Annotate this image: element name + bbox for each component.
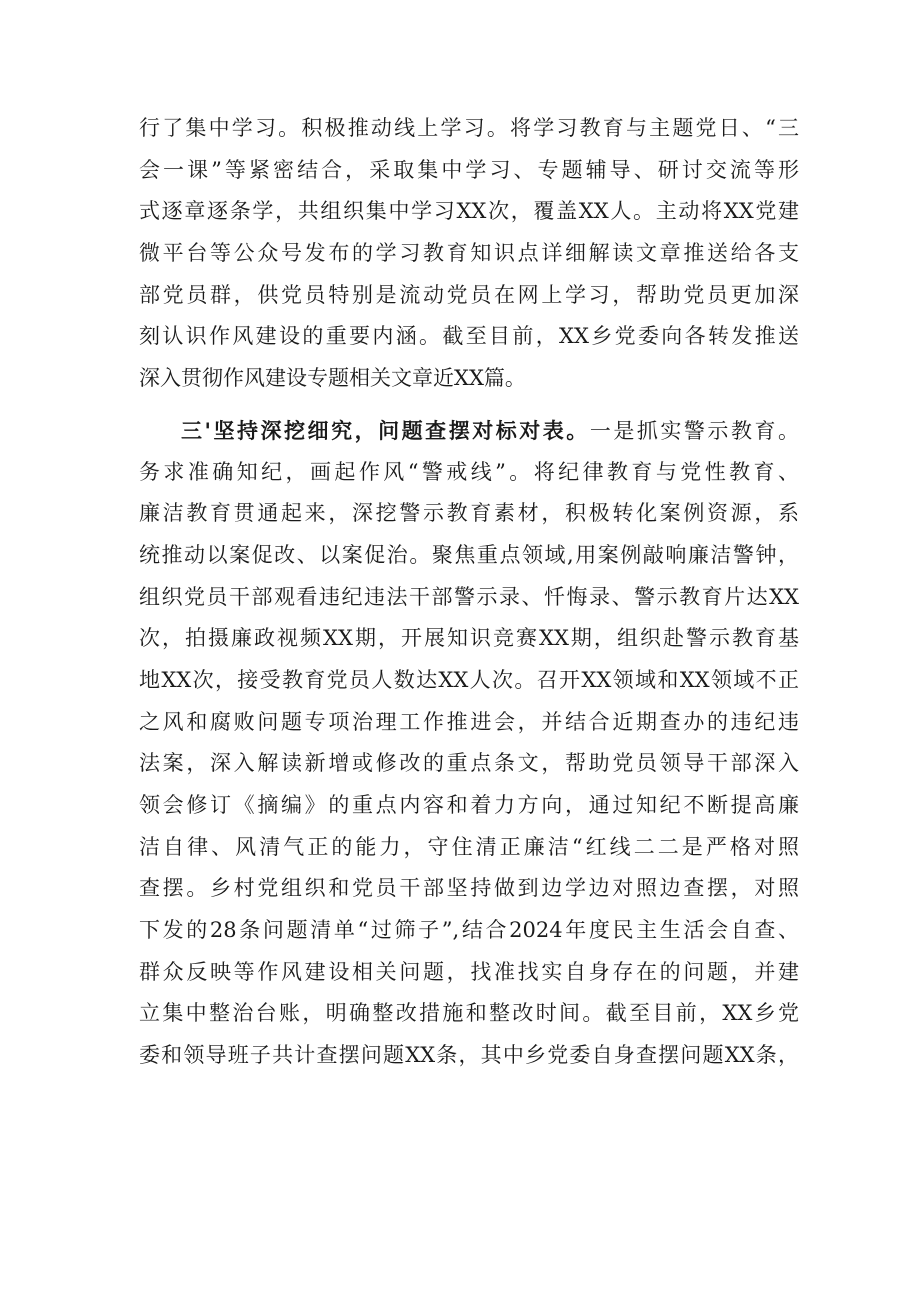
text-line: 下发的28条问题清单“过筛子”,结合2024年度民主生活会自查、 (139, 918, 799, 943)
text-line: 法案，深入解读新增或修改的重点条文，帮助党员领导干部深入 (139, 751, 799, 776)
text-line: 式逐章逐条学，共组织集中学习XX次，覆盖XX人。主动将XX党建 (139, 199, 799, 224)
text-line: 务求准确知纪，画起作风“警戒线”。将纪律教育与党性教育、 (139, 459, 799, 484)
text-line: 领会修订《摘编》的重点内容和着力方向，通过知纪不断提高廉 (139, 793, 799, 817)
text-line: 之风和腐败问题专项治理工作推进会，并结合近期查办的违纪违 (139, 709, 799, 734)
text-line: 微平台等公众号发布的学习教育知识点详细解读文章推送给各支 (139, 241, 799, 266)
paragraph-problem-checking (139, 410, 799, 1077)
text-line: 深入贯彻作风建设专题相关文章近XX篇。 (139, 366, 526, 391)
section-heading: 三'坚持深挖细究，问题查摆对标对表。 (181, 417, 590, 443)
text-line: 刻认识作风建设的重要内涵。截至目前，XX乡党委向各转发推送 (139, 324, 799, 349)
text-line: 委和领导班子共计查摆问题XX条，其中乡党委自身查摆问题XX条， (139, 1043, 799, 1068)
text-line: 次，拍摄廉政视频XX期，开展知识竞赛XX期，组织赴警示教育基 (139, 626, 799, 651)
text-line: 统推动以案促改、以案促治。聚焦重点领域,用案例敲响廉洁警钟， (139, 542, 799, 567)
first-line-rest: 一是抓实警示教育。 (589, 418, 799, 443)
text-line: 行了集中学习。积极推动线上学习。将学习教育与主题党日、“三 (139, 116, 799, 140)
paragraph-gap (139, 400, 799, 410)
text-line: 会一课”等紧密结合，采取集中学习、专题辅导、研讨交流等形 (139, 157, 799, 182)
text-line: 立集中整治台账，明确整改措施和整改时间。截至目前，XX乡党 (139, 1001, 799, 1026)
text-line: 部党员群，供党员特别是流动党员在网上学习，帮助党员更加深 (139, 282, 799, 307)
text-line: 廉洁教育贯通起来，深挖警示教育素材，积极转化案例资源，系 (139, 501, 799, 526)
document-body (139, 108, 799, 1077)
text-line: 查摆。乡村党组织和党员干部坚持做到边学边对照边查摆，对照 (139, 876, 799, 901)
text-line: 洁自律、风清气正的能力，守住清正廉洁“红线二二是严格对照 (139, 834, 799, 859)
paragraph-first-line (139, 410, 799, 452)
text-line: 地XX次，接受教育党员人数达XX人次。召开XX领域和XX领域不正 (139, 667, 799, 692)
text-line: 组织党员干部观看违纪违法干部警示录、忏悔录、警示教育片达XX (139, 584, 799, 609)
text-line: 群众反映等作风建设相关问题，找准找实自身存在的问题，并建 (139, 959, 799, 984)
paragraph-study-education (139, 108, 799, 400)
